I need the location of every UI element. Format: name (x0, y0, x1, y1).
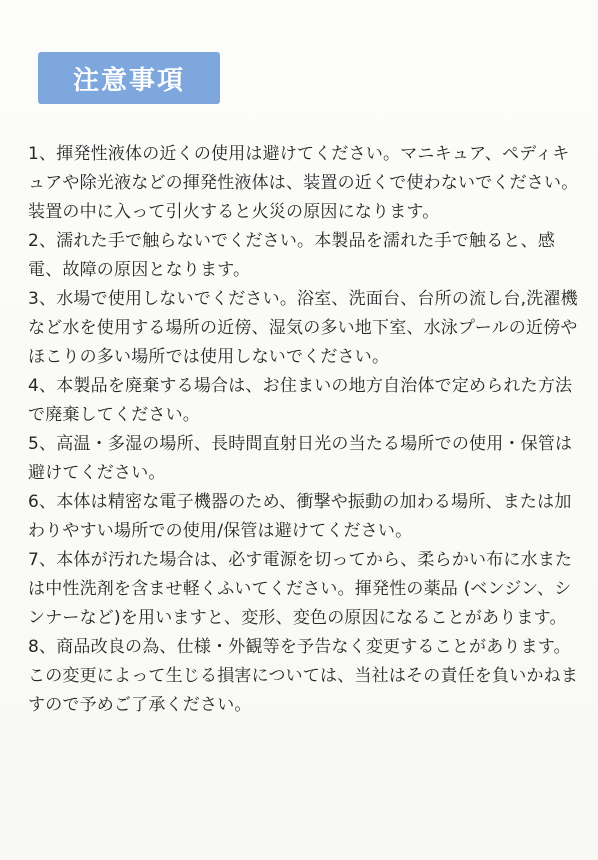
section-title-badge (38, 52, 220, 104)
note-item: 8、商品改良の為、仕様・外観等を予告なく変更することがあります。この変更によって生じる損害については、当社はその責任を負いかねますので予めご了承ください。 (28, 637, 579, 715)
note-item: 1、揮発性液体の近くの使用は避けてください。マニキュア、ペディキュアや除光液などの揮発性液体は、装置の近くで使わないでください。装置の中に入って引火すると火災の原因になります。 (28, 144, 579, 222)
note-item: 6、本体は精密な電子機器のため、衝撃や振動の加わる場所、または加わりやすい場所での使用/保管は避けてください。 (28, 492, 572, 541)
note-item: 4、本製品を廃棄する場合は、お住まいの地方自治体で定められた方法で廃棄してください。 (28, 376, 573, 425)
note-item: 5、高温・多湿の場所、長時間直射日光の当たる場所での使用・保管は避けてください。 (28, 434, 573, 483)
note-item: 7、本体が汚れた場合は、必す電源を切ってから、柔らかい布に水または中性洗剤を含ませ軽くふいてください。揮発性の薬品 (ベンジン、シンナーなど)を用いますと、変形、変色の原因になることがあります。 (28, 550, 573, 628)
section-title: 注意事項 (72, 65, 185, 96)
notes-list (28, 140, 583, 720)
note-item: 3、水場で使用しないでください。浴室、洗面台、台所の流し台,洗濯機など水を使用する場所の近傍、湿気の多い地下室、水泳プールの近傍やほこりの多い場所では使用しないでください。 (28, 289, 578, 367)
note-item: 2、濡れた手で触らないでください。本製品を濡れた手で触ると、感電、故障の原因となります。 (28, 231, 556, 280)
